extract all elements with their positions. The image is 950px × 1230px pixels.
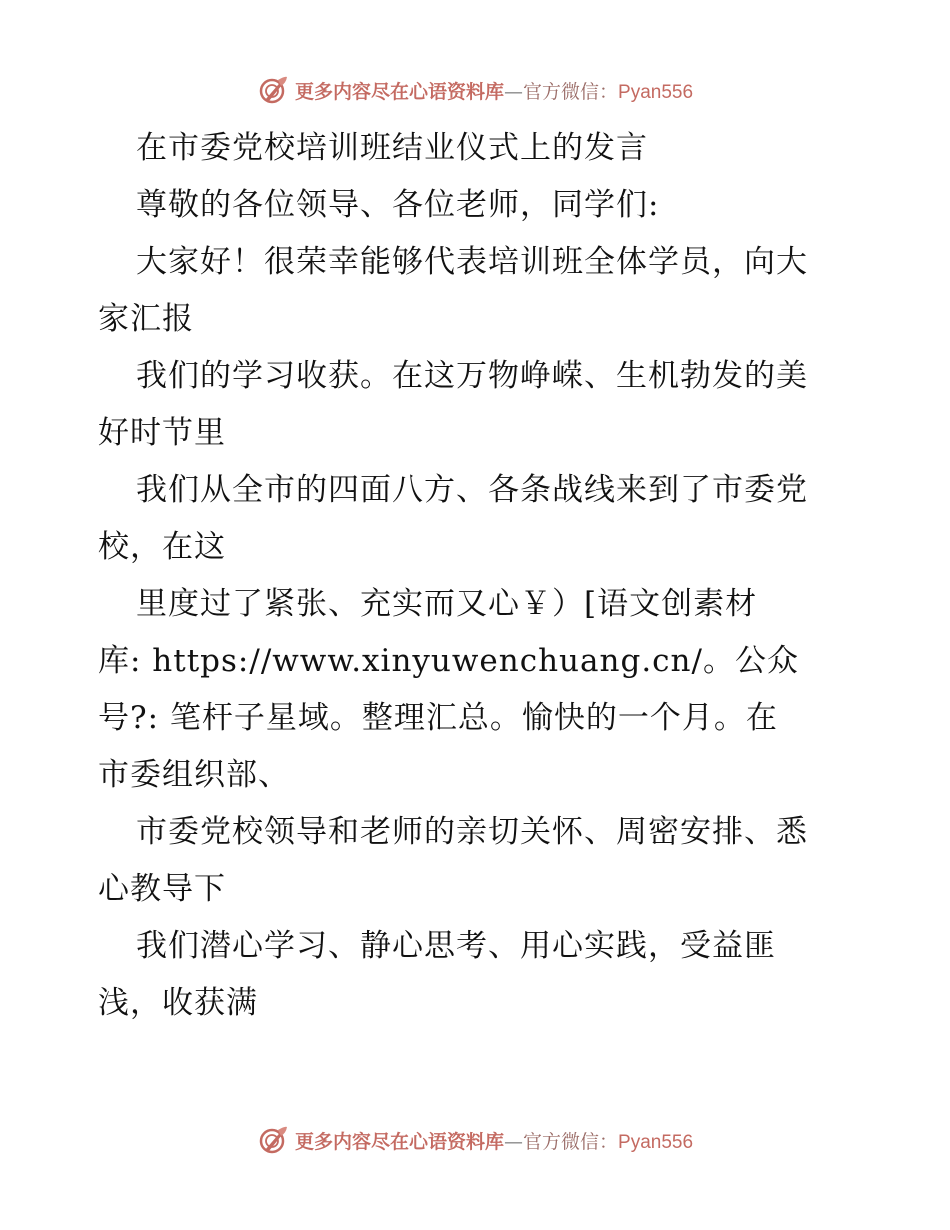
banner-colon: ：: [599, 1130, 619, 1153]
paragraph-line: 我们的学习收获。在这万物峥嵘、生机勃发的美: [136, 358, 808, 394]
paragraph-line: 库: https://www.xinyuwenchuang.cn/。公众: [98, 643, 799, 679]
paragraph-line: 里度过了紧张、充实而又心￥）[语文创素材: [136, 586, 758, 622]
banner-wechat-id: Pyan556: [618, 1131, 694, 1153]
paragraph-line: 心教导下: [98, 871, 226, 907]
banner-separator: —: [503, 1130, 523, 1153]
banner-site-name: 更多内容尽在心语资料库: [294, 80, 504, 103]
paragraph-line: 市委党校领导和老师的亲切关怀、周密安排、悉: [136, 814, 808, 850]
paragraph-line: 大家好！很荣幸能够代表培训班全体学员，向大: [136, 244, 808, 280]
paragraph-line: 家汇报: [98, 301, 194, 337]
banner-text: [295, 1127, 693, 1154]
banner-separator: —: [503, 80, 523, 103]
paragraph-line: 好时节里: [98, 415, 226, 451]
quill-logo-icon: [257, 74, 289, 106]
header-banner: [0, 72, 950, 108]
paragraph-line: 我们从全市的四面八方、各条战线来到了市委党: [136, 472, 808, 508]
salutation: 尊敬的各位领导、各位老师，同学们:: [136, 187, 660, 223]
paragraph-line: 我们潜心学习、静心思考、用心实践，受益匪: [136, 928, 776, 964]
banner-text: [295, 77, 693, 104]
document-body: [98, 120, 858, 1032]
banner-site-name: 更多内容尽在心语资料库: [294, 1130, 504, 1153]
document-title: 在市委党校培训班结业仪式上的发言: [136, 130, 648, 166]
banner-wechat-label: 官方微信: [522, 1130, 599, 1153]
quill-logo-icon: [257, 1124, 289, 1156]
paragraph-line: 号?: 笔杆子星域。整理汇总。愉快的一个月。在: [98, 700, 778, 736]
paragraph-line: 市委组织部、: [98, 757, 290, 793]
banner-colon: ：: [599, 80, 619, 103]
banner-wechat-label: 官方微信: [522, 80, 599, 103]
banner-wechat-id: Pyan556: [618, 81, 694, 103]
footer-banner: [0, 1122, 950, 1158]
paragraph-line: 校，在这: [98, 529, 226, 565]
paragraph-line: 浅，收获满: [98, 985, 258, 1021]
